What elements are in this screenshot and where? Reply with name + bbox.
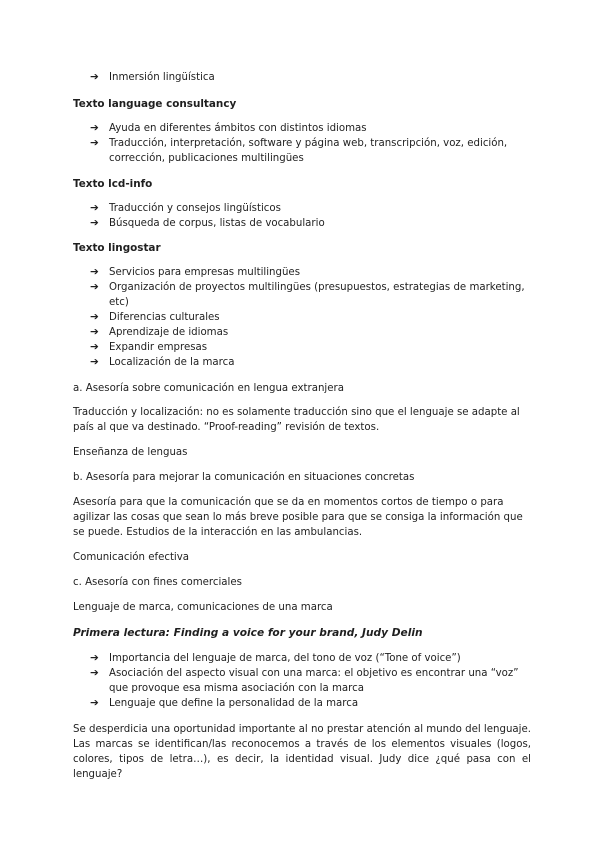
heading-primera-lectura: Primera lectura: Finding a voice for your brand, Judy Delin: [73, 627, 423, 639]
list-item: ➔ Búsqueda de corpus, listas de vocabulario: [90, 217, 325, 229]
arrow-bullet-icon: ➔: [90, 202, 99, 214]
arrow-bullet-icon: ➔: [90, 122, 99, 134]
arrow-bullet-icon: ➔: [90, 652, 99, 664]
list-item: ➔ Traducción y consejos lingüísticos: [90, 202, 281, 214]
arrow-bullet-icon: ➔: [90, 311, 99, 323]
arrow-bullet-icon: ➔: [90, 266, 99, 278]
arrow-bullet-icon: ➔: [90, 341, 99, 353]
list-item: ➔ Inmersión lingüística: [90, 71, 215, 83]
bullet-list-1: [73, 121, 531, 166]
paragraph-traduccion: Traducción y localización: no es solamente traducción sino que el lenguaje se adapte al país al que va destinado. “Proof-reading” revisión de textos.: [73, 407, 520, 433]
list-item: ➔ Traducción, interpretación, software y página web, transcripción, voz, edición, corrección, publicaciones multilingües: [90, 137, 508, 164]
paragraph-lenguaje-marca: Lenguaje de marca, comunicaciones de una marca: [73, 602, 333, 613]
heading-lcd-info: Texto lcd-info: [73, 178, 153, 190]
list-item: ➔ Asociación del aspecto visual con una marca: el objetivo es encontrar una “voz” que provoque esa misma asociación con la marca: [90, 667, 519, 694]
list-item: ➔ Importancia del lenguaje de marca, del tono de voz (“Tone of voice”): [90, 652, 461, 664]
paragraph-asesoria: Asesoría para que la comunicación que se da en momentos cortos de tiempo o para agilizar las cosas que sean lo más breve posible para que se consiga la información que se puede. Estudios de la interacción en las ambulancias.: [73, 497, 523, 538]
arrow-bullet-icon: ➔: [90, 217, 99, 229]
paragraph-desperdicia: Se desperdicia una oportunidad importante al no prestar atención al mundo del lenguaje. Las marcas se identifican/las reconocemos a través de los elementos visuales (logos, colores, tipos de letra…), es decir, la identidad visual. Judy dice ¿qué pasa con el lenguaje?: [73, 724, 531, 780]
bullet-list-2: [73, 201, 531, 231]
list-item: ➔ Servicios para empresas multilingües: [90, 266, 301, 278]
list-item: ➔ Expandir empresas: [90, 341, 208, 353]
list-item: ➔ Lenguaje que define la personalidad de la marca: [90, 697, 359, 709]
section-b-title: b. Asesoría para mejorar la comunicación en situaciones concretas: [73, 472, 415, 483]
list-item: ➔ Localización de la marca: [90, 356, 235, 368]
list-item: ➔ Ayuda en diferentes ámbitos con distintos idiomas: [90, 122, 367, 134]
section-a-title: a. Asesoría sobre comunicación en lengua extranjera: [73, 383, 344, 394]
heading-lingostar: Texto lingostar: [73, 242, 161, 254]
arrow-bullet-icon: ➔: [90, 697, 99, 709]
paragraph-ensenanza: Enseñanza de lenguas: [73, 447, 188, 458]
list-item: ➔ Organización de proyectos multilingües (presupuestos, estrategias de marketing, etc): [90, 281, 525, 308]
arrow-bullet-icon: ➔: [90, 326, 99, 338]
section-c-title: c. Asesoría con fines comerciales: [73, 577, 242, 588]
bullet-list-3: [73, 265, 531, 370]
arrow-bullet-icon: ➔: [90, 137, 99, 149]
arrow-bullet-icon: ➔: [90, 667, 99, 679]
heading-language-consultancy: Texto language consultancy: [73, 98, 237, 110]
bullet-list-0: [73, 70, 531, 85]
arrow-bullet-icon: ➔: [90, 356, 99, 368]
arrow-bullet-icon: ➔: [90, 281, 99, 293]
bullet-list-4: [73, 651, 531, 711]
list-item: ➔ Aprendizaje de idiomas: [90, 326, 229, 338]
arrow-bullet-icon: ➔: [90, 71, 99, 83]
paragraph-comunicacion-efectiva: Comunicación efectiva: [73, 552, 190, 563]
list-item: ➔ Diferencias culturales: [90, 311, 220, 323]
